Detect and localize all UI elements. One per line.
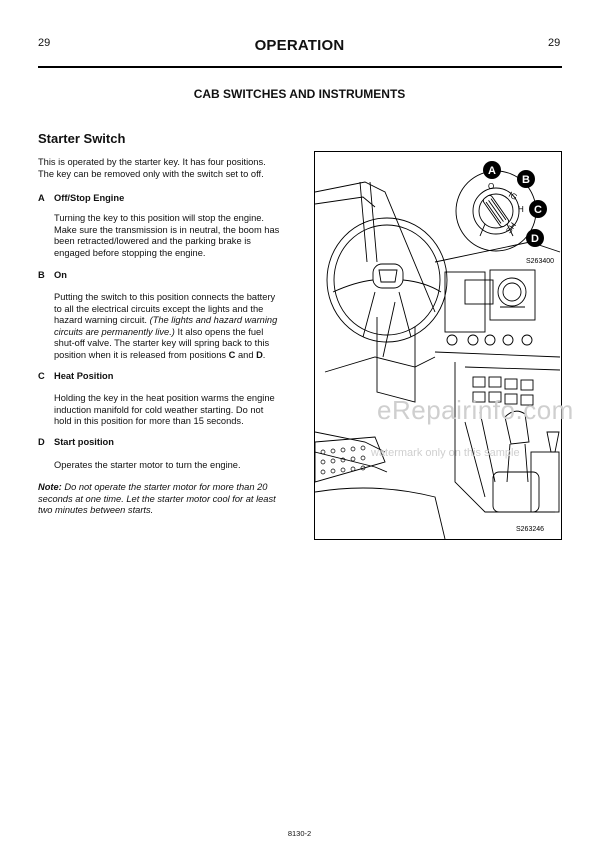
footer-code: 8130-2 [287,829,312,838]
label-sh: SH [504,220,519,236]
watermark-main: eRepairinfo.com [377,395,574,425]
label-o: O [488,182,495,191]
cab-illustration [314,151,562,540]
section-title: CAB SWITCHES AND INSTRUMENTS [193,87,406,101]
subsection-title: Starter Switch [38,131,126,146]
figure-code-bottom: S263246 [516,526,545,533]
cab-interior [315,182,560,539]
label-c: C [534,204,542,216]
note-paragraph: Note: Do not operate the starter motor for more than 20 seconds at one time. Let the starter motor cool for at least two minutes between starts. [38,482,276,516]
figure-code-top: S263400 [526,258,555,265]
steering-wheel [327,218,447,342]
label-d: D [531,233,539,245]
item-c-heading: C Heat Position [38,371,114,381]
label-h: H [518,205,524,214]
label-a: A [488,165,496,177]
item-d-text: Operates the starter motor to turn the engine. [54,460,241,470]
page-header-title: OPERATION [254,37,345,54]
item-d-heading: D Start position [38,437,114,447]
page-number-right: 29 [548,37,561,49]
page-number-left: 29 [38,37,51,49]
label-b: B [522,174,530,186]
item-a-text: Turning the key to this position will stop the engine. Make sure the transmission is in neutral, the boom has been retracted/lowered and the parking brake is engaged before stopping the engine. [54,213,280,258]
intro-paragraph: This is operated by the starter key. It has four positions. The key can be removed only with the switch set to off. [38,157,266,179]
item-c-text: Holding the key in the heat position warms the engine induction manifold for cold weather starting. Do not hold in this position for more than 15 seconds. [54,393,275,427]
label-ig: IG [507,189,519,202]
cab-drawing [315,152,561,539]
item-b-heading: B On [38,270,67,280]
item-b-text: Putting the switch to this position connects the battery to all the electrical circuits except the lights and the hazard warning circuit. (The lights and hazard warning circuits are permanently live.) It also opens the fuel shut-off valve. The starter key will spring back to this position when it is released from positions C and D. [54,292,278,360]
item-a-heading: A Off/Stop Engine [38,193,125,203]
watermark-sub: watermark only on this sample [371,447,520,459]
header-rule [38,66,562,68]
